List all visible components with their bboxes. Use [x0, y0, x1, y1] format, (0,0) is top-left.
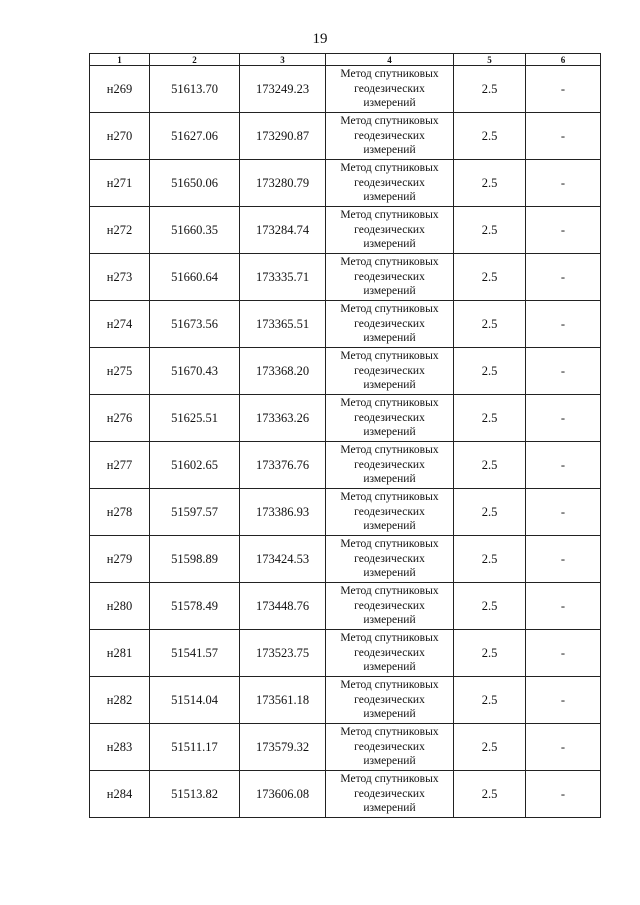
table-row	[90, 113, 601, 160]
point-number-cell: н281	[90, 630, 150, 677]
description-cell: -	[526, 536, 601, 583]
column-header: 1	[90, 54, 150, 66]
method-cell	[326, 724, 454, 771]
x-coordinate-cell: 51597.57	[150, 489, 240, 536]
method-line: геодезических	[354, 599, 425, 612]
method-line: измерений	[363, 473, 416, 486]
method-cell	[326, 677, 454, 724]
table-body	[90, 66, 601, 818]
method-line: геодезических	[354, 505, 425, 518]
x-coordinate-cell: 51613.70	[150, 66, 240, 113]
table-row	[90, 489, 601, 536]
accuracy-cell: 2.5	[454, 442, 526, 489]
method-line: геодезических	[354, 740, 425, 753]
method-line: Метод спутниковых	[340, 773, 439, 786]
method-line: Метод спутниковых	[340, 632, 439, 645]
method-cell	[326, 160, 454, 207]
y-coordinate-cell: 173335.71	[240, 254, 326, 301]
method-line: измерений	[363, 144, 416, 157]
accuracy-cell: 2.5	[454, 583, 526, 630]
point-number-cell: н284	[90, 771, 150, 818]
method-line: измерений	[363, 520, 416, 533]
method-cell	[326, 301, 454, 348]
description-cell: -	[526, 395, 601, 442]
method-line: измерений	[363, 802, 416, 815]
x-coordinate-cell: 51625.51	[150, 395, 240, 442]
method-line: измерений	[363, 97, 416, 110]
method-cell	[326, 66, 454, 113]
x-coordinate-cell: 51514.04	[150, 677, 240, 724]
description-cell: -	[526, 677, 601, 724]
y-coordinate-cell: 173368.20	[240, 348, 326, 395]
coordinates-table	[89, 53, 601, 818]
x-coordinate-cell: 51602.65	[150, 442, 240, 489]
point-number-cell: н280	[90, 583, 150, 630]
point-number-cell: н283	[90, 724, 150, 771]
method-line: Метод спутниковых	[340, 726, 439, 739]
method-cell	[326, 536, 454, 583]
method-line: Метод спутниковых	[340, 350, 439, 363]
description-cell: -	[526, 348, 601, 395]
table-header	[90, 54, 601, 66]
method-cell	[326, 348, 454, 395]
method-line: Метод спутниковых	[340, 679, 439, 692]
method-line: Метод спутниковых	[340, 256, 439, 269]
method-line: геодезических	[354, 82, 425, 95]
table-row	[90, 771, 601, 818]
x-coordinate-cell: 51578.49	[150, 583, 240, 630]
method-line: геодезических	[354, 129, 425, 142]
method-line: Метод спутниковых	[340, 397, 439, 410]
y-coordinate-cell: 173386.93	[240, 489, 326, 536]
description-cell: -	[526, 301, 601, 348]
y-coordinate-cell: 173284.74	[240, 207, 326, 254]
column-header: 4	[326, 54, 454, 66]
y-coordinate-cell: 173606.08	[240, 771, 326, 818]
method-cell	[326, 630, 454, 677]
table-row	[90, 724, 601, 771]
x-coordinate-cell: 51513.82	[150, 771, 240, 818]
method-cell	[326, 442, 454, 489]
method-line: измерений	[363, 332, 416, 345]
method-line: измерений	[363, 191, 416, 204]
table-row	[90, 207, 601, 254]
x-coordinate-cell: 51511.17	[150, 724, 240, 771]
table-row	[90, 254, 601, 301]
table-row	[90, 301, 601, 348]
method-line: геодезических	[354, 787, 425, 800]
y-coordinate-cell: 173523.75	[240, 630, 326, 677]
point-number-cell: н282	[90, 677, 150, 724]
table-row	[90, 160, 601, 207]
description-cell: -	[526, 583, 601, 630]
point-number-cell: н277	[90, 442, 150, 489]
method-cell	[326, 207, 454, 254]
description-cell: -	[526, 442, 601, 489]
accuracy-cell: 2.5	[454, 677, 526, 724]
accuracy-cell: 2.5	[454, 630, 526, 677]
method-line: измерений	[363, 614, 416, 627]
table-row	[90, 348, 601, 395]
accuracy-cell: 2.5	[454, 254, 526, 301]
column-header: 3	[240, 54, 326, 66]
x-coordinate-cell: 51627.06	[150, 113, 240, 160]
method-cell	[326, 489, 454, 536]
point-number-cell: н274	[90, 301, 150, 348]
y-coordinate-cell: 173363.26	[240, 395, 326, 442]
description-cell: -	[526, 771, 601, 818]
x-coordinate-cell: 51650.06	[150, 160, 240, 207]
y-coordinate-cell: 173376.76	[240, 442, 326, 489]
description-cell: -	[526, 113, 601, 160]
method-cell	[326, 583, 454, 630]
method-line: геодезических	[354, 458, 425, 471]
x-coordinate-cell: 51541.57	[150, 630, 240, 677]
column-header: 2	[150, 54, 240, 66]
page-number: 19	[312, 31, 328, 47]
method-line: Метод спутниковых	[340, 538, 439, 551]
method-line: Метод спутниковых	[340, 444, 439, 457]
method-line: измерений	[363, 238, 416, 251]
y-coordinate-cell: 173249.23	[240, 66, 326, 113]
x-coordinate-cell: 51660.64	[150, 254, 240, 301]
method-line: геодезических	[354, 317, 425, 330]
accuracy-cell: 2.5	[454, 66, 526, 113]
x-coordinate-cell: 51670.43	[150, 348, 240, 395]
method-line: Метод спутниковых	[340, 162, 439, 175]
table-row	[90, 583, 601, 630]
point-number-cell: н269	[90, 66, 150, 113]
accuracy-cell: 2.5	[454, 771, 526, 818]
description-cell: -	[526, 254, 601, 301]
table-row	[90, 630, 601, 677]
point-number-cell: н270	[90, 113, 150, 160]
y-coordinate-cell: 173448.76	[240, 583, 326, 630]
method-line: Метод спутниковых	[340, 68, 439, 81]
method-line: Метод спутниковых	[340, 303, 439, 316]
method-line: измерений	[363, 567, 416, 580]
table-row	[90, 395, 601, 442]
method-line: геодезических	[354, 646, 425, 659]
method-line: геодезических	[354, 693, 425, 706]
method-line: геодезических	[354, 270, 425, 283]
x-coordinate-cell: 51673.56	[150, 301, 240, 348]
method-cell	[326, 771, 454, 818]
y-coordinate-cell: 173424.53	[240, 536, 326, 583]
table-row	[90, 677, 601, 724]
accuracy-cell: 2.5	[454, 724, 526, 771]
point-number-cell: н271	[90, 160, 150, 207]
description-cell: -	[526, 630, 601, 677]
table-row	[90, 66, 601, 113]
method-line: Метод спутниковых	[340, 585, 439, 598]
accuracy-cell: 2.5	[454, 395, 526, 442]
method-line: измерений	[363, 426, 416, 439]
accuracy-cell: 2.5	[454, 301, 526, 348]
accuracy-cell: 2.5	[454, 113, 526, 160]
y-coordinate-cell: 173579.32	[240, 724, 326, 771]
y-coordinate-cell: 173280.79	[240, 160, 326, 207]
table-row	[90, 442, 601, 489]
description-cell: -	[526, 489, 601, 536]
method-cell	[326, 254, 454, 301]
x-coordinate-cell: 51598.89	[150, 536, 240, 583]
y-coordinate-cell: 173561.18	[240, 677, 326, 724]
description-cell: -	[526, 724, 601, 771]
point-number-cell: н279	[90, 536, 150, 583]
method-line: измерений	[363, 661, 416, 674]
method-line: геодезических	[354, 411, 425, 424]
method-line: измерений	[363, 379, 416, 392]
table-row	[90, 536, 601, 583]
method-line: Метод спутниковых	[340, 209, 439, 222]
method-cell	[326, 395, 454, 442]
method-line: геодезических	[354, 364, 425, 377]
y-coordinate-cell: 173290.87	[240, 113, 326, 160]
header-row	[90, 54, 601, 66]
method-line: геодезических	[354, 223, 425, 236]
column-header: 6	[526, 54, 601, 66]
method-line: измерений	[363, 755, 416, 768]
point-number-cell: н273	[90, 254, 150, 301]
description-cell: -	[526, 160, 601, 207]
column-header: 5	[454, 54, 526, 66]
point-number-cell: н276	[90, 395, 150, 442]
accuracy-cell: 2.5	[454, 348, 526, 395]
accuracy-cell: 2.5	[454, 207, 526, 254]
point-number-cell: н275	[90, 348, 150, 395]
method-line: геодезических	[354, 552, 425, 565]
method-line: Метод спутниковых	[340, 115, 439, 128]
x-coordinate-cell: 51660.35	[150, 207, 240, 254]
description-cell: -	[526, 66, 601, 113]
accuracy-cell: 2.5	[454, 489, 526, 536]
y-coordinate-cell: 173365.51	[240, 301, 326, 348]
method-line: Метод спутниковых	[340, 491, 439, 504]
description-cell: -	[526, 207, 601, 254]
point-number-cell: н278	[90, 489, 150, 536]
method-line: измерений	[363, 708, 416, 721]
method-cell	[326, 113, 454, 160]
accuracy-cell: 2.5	[454, 536, 526, 583]
accuracy-cell: 2.5	[454, 160, 526, 207]
method-line: измерений	[363, 285, 416, 298]
method-line: геодезических	[354, 176, 425, 189]
point-number-cell: н272	[90, 207, 150, 254]
